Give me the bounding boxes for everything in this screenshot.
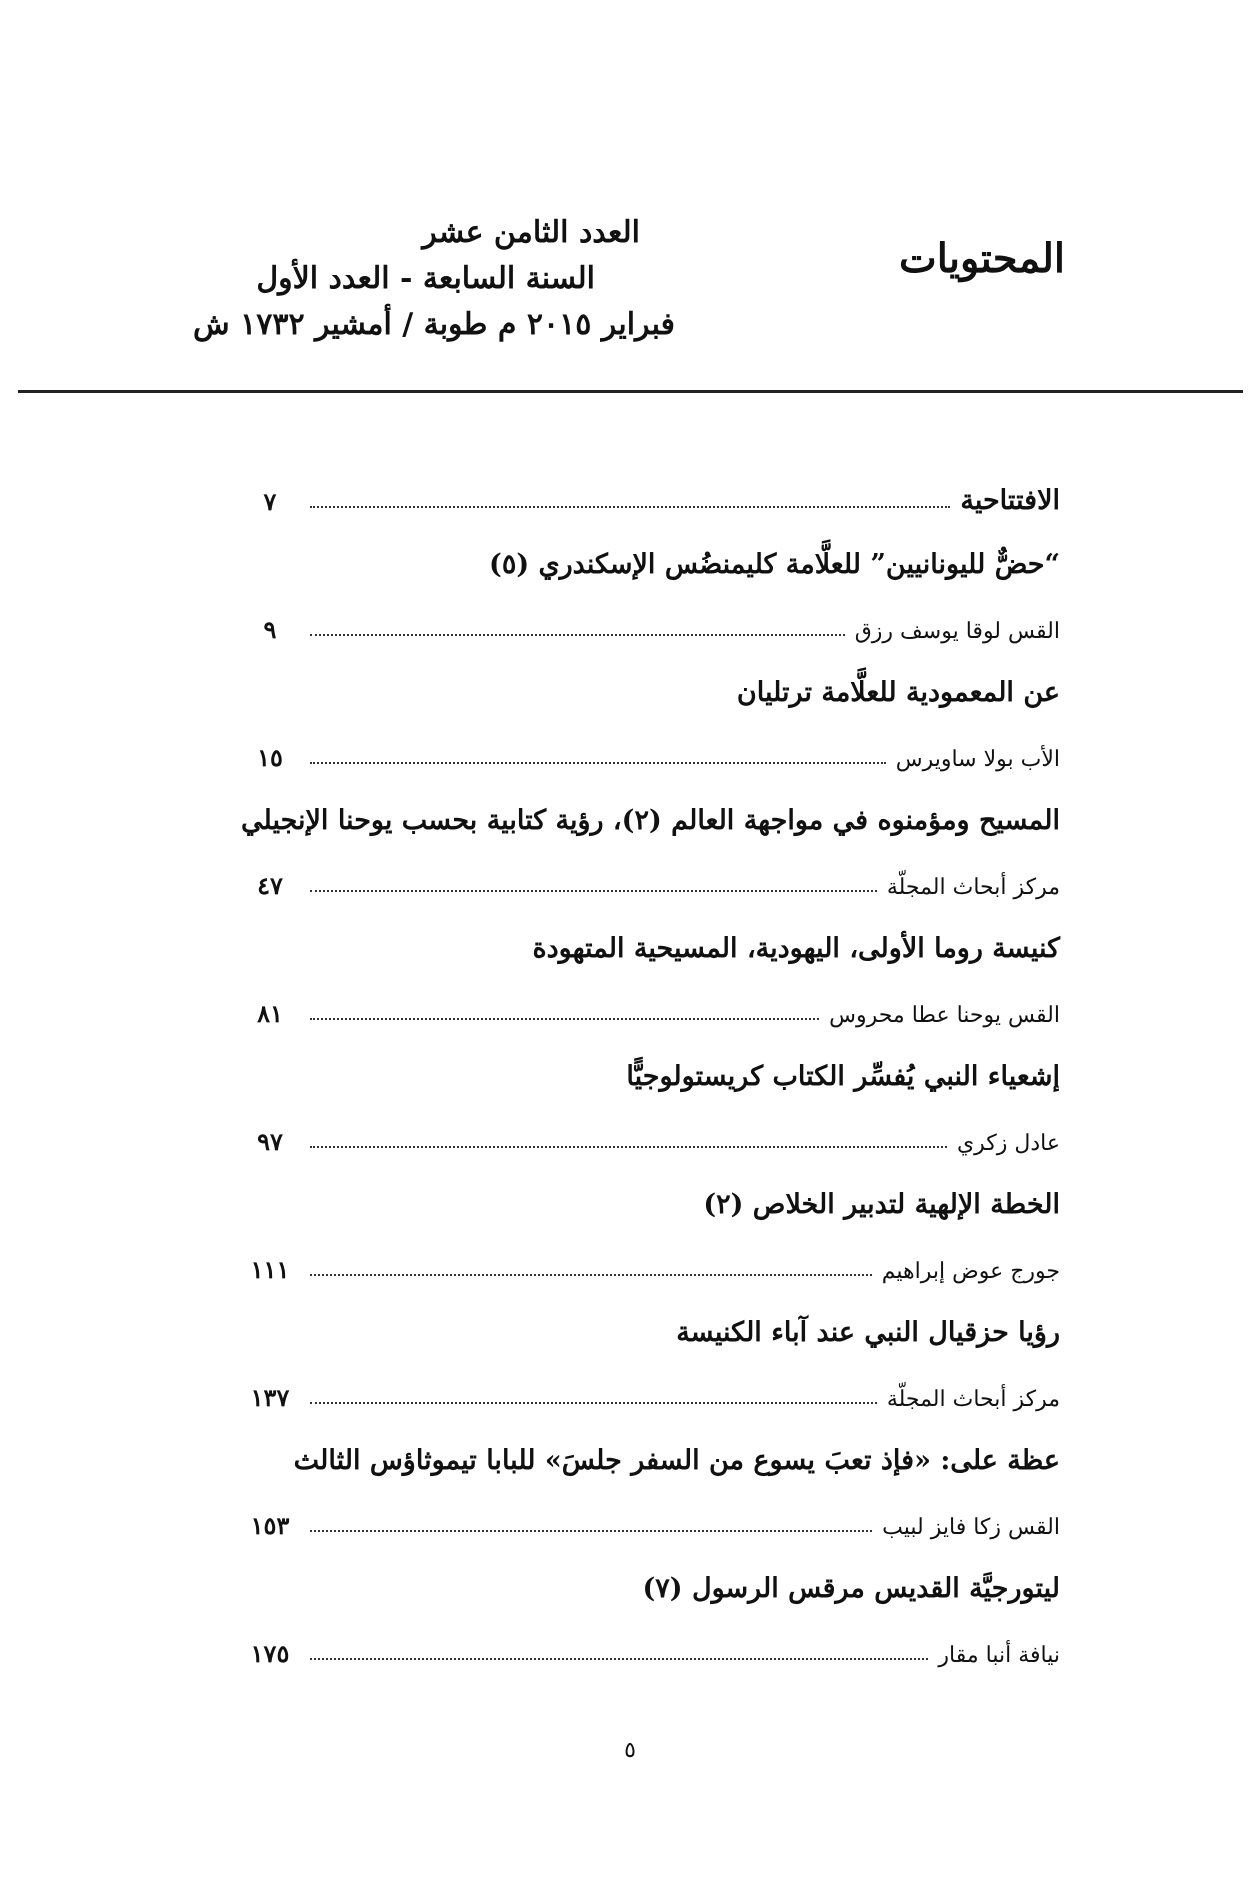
toc-entry-title-row	[240, 524, 1060, 588]
toc-page-number: ٩٧	[257, 1127, 283, 1156]
toc-entry-title: ليتورجيَّة القديس مرقس الرسول (٧)	[642, 1573, 1060, 1604]
toc-entry-title: الخطة الإلهية لتدبير الخلاص (٢)	[703, 1189, 1060, 1220]
toc-entry-title: المسيح ومؤمنوه في مواجهة العالم (٢)، رؤية كتابية بحسب يوحنا الإنجيلي	[241, 805, 1060, 836]
toc-page-number: ٩	[263, 615, 277, 644]
toc-entry-author-row	[240, 1100, 1060, 1164]
toc-entry-author-row	[240, 1228, 1060, 1292]
toc-entry-author-row	[240, 1356, 1060, 1420]
toc-entry-title: عن المعمودية للعلَّامة ترتليان	[736, 677, 1060, 708]
toc-page-number: ١٧٥	[250, 1639, 290, 1668]
toc-page-number: ١١١	[250, 1255, 290, 1284]
toc-entry-author-row	[240, 716, 1060, 780]
toc-entry-author: القس لوقا يوسف رزق	[854, 619, 1060, 644]
leader-dots	[310, 1274, 872, 1276]
toc-entry-title: “حضٌّ لليونانيين” للعلَّامة كليمنضُس الإسكندري (٥)	[489, 549, 1060, 580]
leader-dots	[310, 634, 845, 636]
toc-page-number: ٧	[263, 487, 277, 516]
toc-entry-author-row	[240, 844, 1060, 908]
leader-dots	[310, 1402, 877, 1404]
issue-date: فبراير ٢٠١٥ م طوبة / أمشير ١٧٣٢ ش	[193, 307, 675, 342]
toc-entry-title-row	[240, 1548, 1060, 1612]
leader-dots	[310, 1658, 928, 1660]
page-title: المحتويات	[899, 235, 1065, 282]
leader-dots	[310, 1530, 872, 1532]
toc-entry-title-row	[240, 1292, 1060, 1356]
toc-entry-title: رؤيا حزقيال النبي عند آباء الكنيسة	[676, 1317, 1060, 1348]
toc-entry-author: عادل زكري	[956, 1131, 1060, 1156]
toc-entry-author: القس يوحنا عطا محروس	[829, 1003, 1060, 1028]
toc-entry-title-row	[240, 908, 1060, 972]
header-divider	[18, 390, 1243, 393]
toc-entry-editorial	[240, 460, 1060, 524]
toc-entry-author: الأب بولا ساويرس	[895, 747, 1060, 772]
page-header	[0, 0, 1260, 400]
toc-page-number: ٨١	[257, 999, 283, 1028]
toc-entry-author-row	[240, 588, 1060, 652]
leader-dots	[310, 1018, 819, 1020]
toc-entry-author-row	[240, 1484, 1060, 1548]
toc-entry-title: الافتتاحية	[960, 485, 1060, 516]
toc-entry-author: مركز أبحاث المجلّة	[886, 1387, 1060, 1412]
leader-dots	[310, 890, 877, 892]
toc-entry-author-row	[240, 1612, 1060, 1676]
toc-entry-author: نيافة أنبا مقار	[938, 1643, 1060, 1668]
toc-entry-author: القس زكا فايز لبيب	[882, 1515, 1060, 1540]
table-of-contents	[240, 460, 1060, 1676]
page-number: ٥	[624, 1738, 636, 1763]
toc-page-number: ١٥	[257, 743, 283, 772]
leader-dots	[310, 506, 950, 508]
toc-entry-author: جورج عوض إبراهيم	[881, 1259, 1060, 1284]
toc-page-number: ٤٧	[257, 871, 283, 900]
toc-entry-title-row	[240, 1164, 1060, 1228]
issue-number: العدد الثامن عشر	[422, 215, 640, 250]
toc-entry-title-row	[240, 780, 1060, 844]
toc-page-number: ١٥٣	[250, 1511, 290, 1540]
leader-dots	[310, 1146, 947, 1148]
leader-dots	[310, 762, 886, 764]
toc-entry-title-row	[240, 652, 1060, 716]
toc-entry-title: عظة على: «فإذ تعبَ يسوع من السفر جلسَ» للبابا تيموثاؤس الثالث	[293, 1445, 1060, 1476]
toc-page-number: ١٣٧	[250, 1383, 290, 1412]
issue-info	[193, 210, 675, 348]
toc-entry-title: إشعياء النبي يُفسِّر الكتاب كريستولوجيًّا	[626, 1061, 1060, 1092]
toc-entry-title-row	[240, 1420, 1060, 1484]
toc-entry-author-row	[240, 972, 1060, 1036]
toc-entry-title-row	[240, 1036, 1060, 1100]
issue-year-volume: السنة السابعة - العدد الأول	[256, 261, 595, 296]
toc-entry-title: كنيسة روما الأولى، اليهودية، المسيحية المتهودة	[532, 933, 1060, 964]
toc-entry-author: مركز أبحاث المجلّة	[886, 875, 1060, 900]
